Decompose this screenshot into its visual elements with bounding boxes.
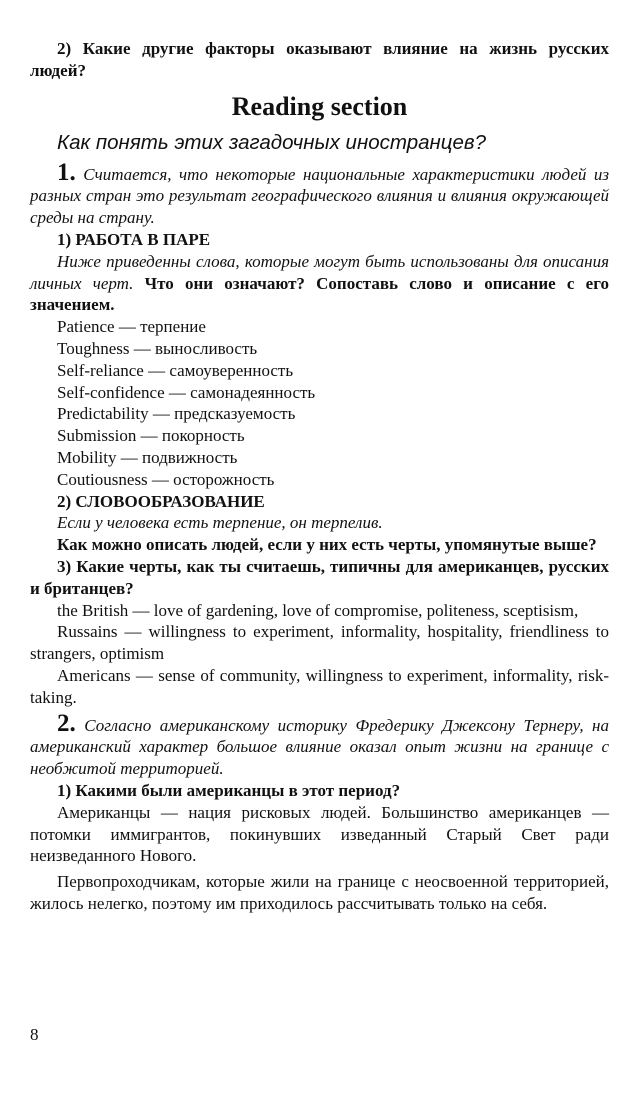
- task-2-question: Как можно описать людей, если у них есть черты, упомянутые выше?: [57, 535, 597, 555]
- task-1-title: 1) РАБОТА В ПАРЕ: [57, 229, 211, 249]
- page-content: [30, 38, 609, 915]
- vocab-item: Submission — покорность: [57, 426, 245, 446]
- exercise-2-text: Согласно американскому историку Фредерику Джексону Тернеру, на американский характер большое влияние оказал опыт жизни на границе с необжитой территорией.: [30, 715, 609, 779]
- vocab-item: Coutiousness — осторожность: [57, 469, 275, 489]
- exercise-2-number: 2.: [57, 709, 76, 737]
- task-3-question: 3) Какие черты, как ты считаешь, типичны для американцев, русских и британцев?: [30, 556, 609, 598]
- vocab-item: Predictability — предсказуемость: [57, 404, 296, 424]
- traits-americans: Americans — sense of community, willingness to experiment, informality, risk-taking.: [30, 665, 609, 707]
- question-2: 2) Какие другие факторы оказывают влияние на жизнь русских людей?: [30, 39, 609, 80]
- exercise-2-paragraph-1: Американцы — нация рисковых людей. Большинство американцев — потомки иммигрантов, покинувших изведанный Старый Свет ради неизведанного Нового.: [30, 802, 609, 866]
- vocab-item: Patience — терпение: [57, 317, 206, 337]
- section-subtitle: Как понять этих загадочных иностранцев?: [57, 130, 487, 154]
- task-1-bold: Что они означают? Сопоставь слово и описание с его значением.: [30, 273, 610, 315]
- traits-russians: Russains — willingness to experiment, informality, hospitality, friendliness to strangers, optimism: [30, 622, 609, 664]
- vocab-item: Self-reliance — самоуверенность: [57, 360, 294, 380]
- exercise-1-text: Считается, что некоторые национальные характеристики людей из разных стран это результат географического влияния и влияния окружающей среды на страну.: [30, 164, 609, 228]
- vocab-item: Self-confidence — самонадеянность: [57, 382, 316, 402]
- exercise-2-question: 1) Какими были американцы в этот период?: [57, 780, 401, 800]
- task-2-title: 2) СЛОВООБРАЗОВАНИЕ: [57, 491, 265, 511]
- task-1-instructions: [30, 251, 609, 316]
- exercise-2-paragraph-2: Первопроходчикам, которые жили на границе с неосвоенной территорией, жилось нелегко, поэтому им приходилось рассчитывать только на себя.: [30, 872, 609, 913]
- task-2-example: Если у человека есть терпение, он терпелив.: [57, 513, 383, 533]
- task-1-italic: Ниже приведенны слова, которые могут быть использованы для описания личных черт.: [30, 251, 609, 293]
- exercise-2-intro: [30, 709, 609, 780]
- vocab-item: Toughness — выносливость: [57, 338, 258, 358]
- vocab-list: [30, 316, 609, 490]
- section-title: Reading section: [231, 91, 408, 121]
- traits-british: the British — love of gardening, love of compromise, politeness, sceptisism,: [57, 600, 579, 620]
- exercise-1-number: 1.: [57, 158, 76, 186]
- vocab-item: Mobility — подвижность: [57, 447, 238, 467]
- page-number: 8: [30, 1025, 39, 1044]
- exercise-1-intro: [30, 158, 609, 229]
